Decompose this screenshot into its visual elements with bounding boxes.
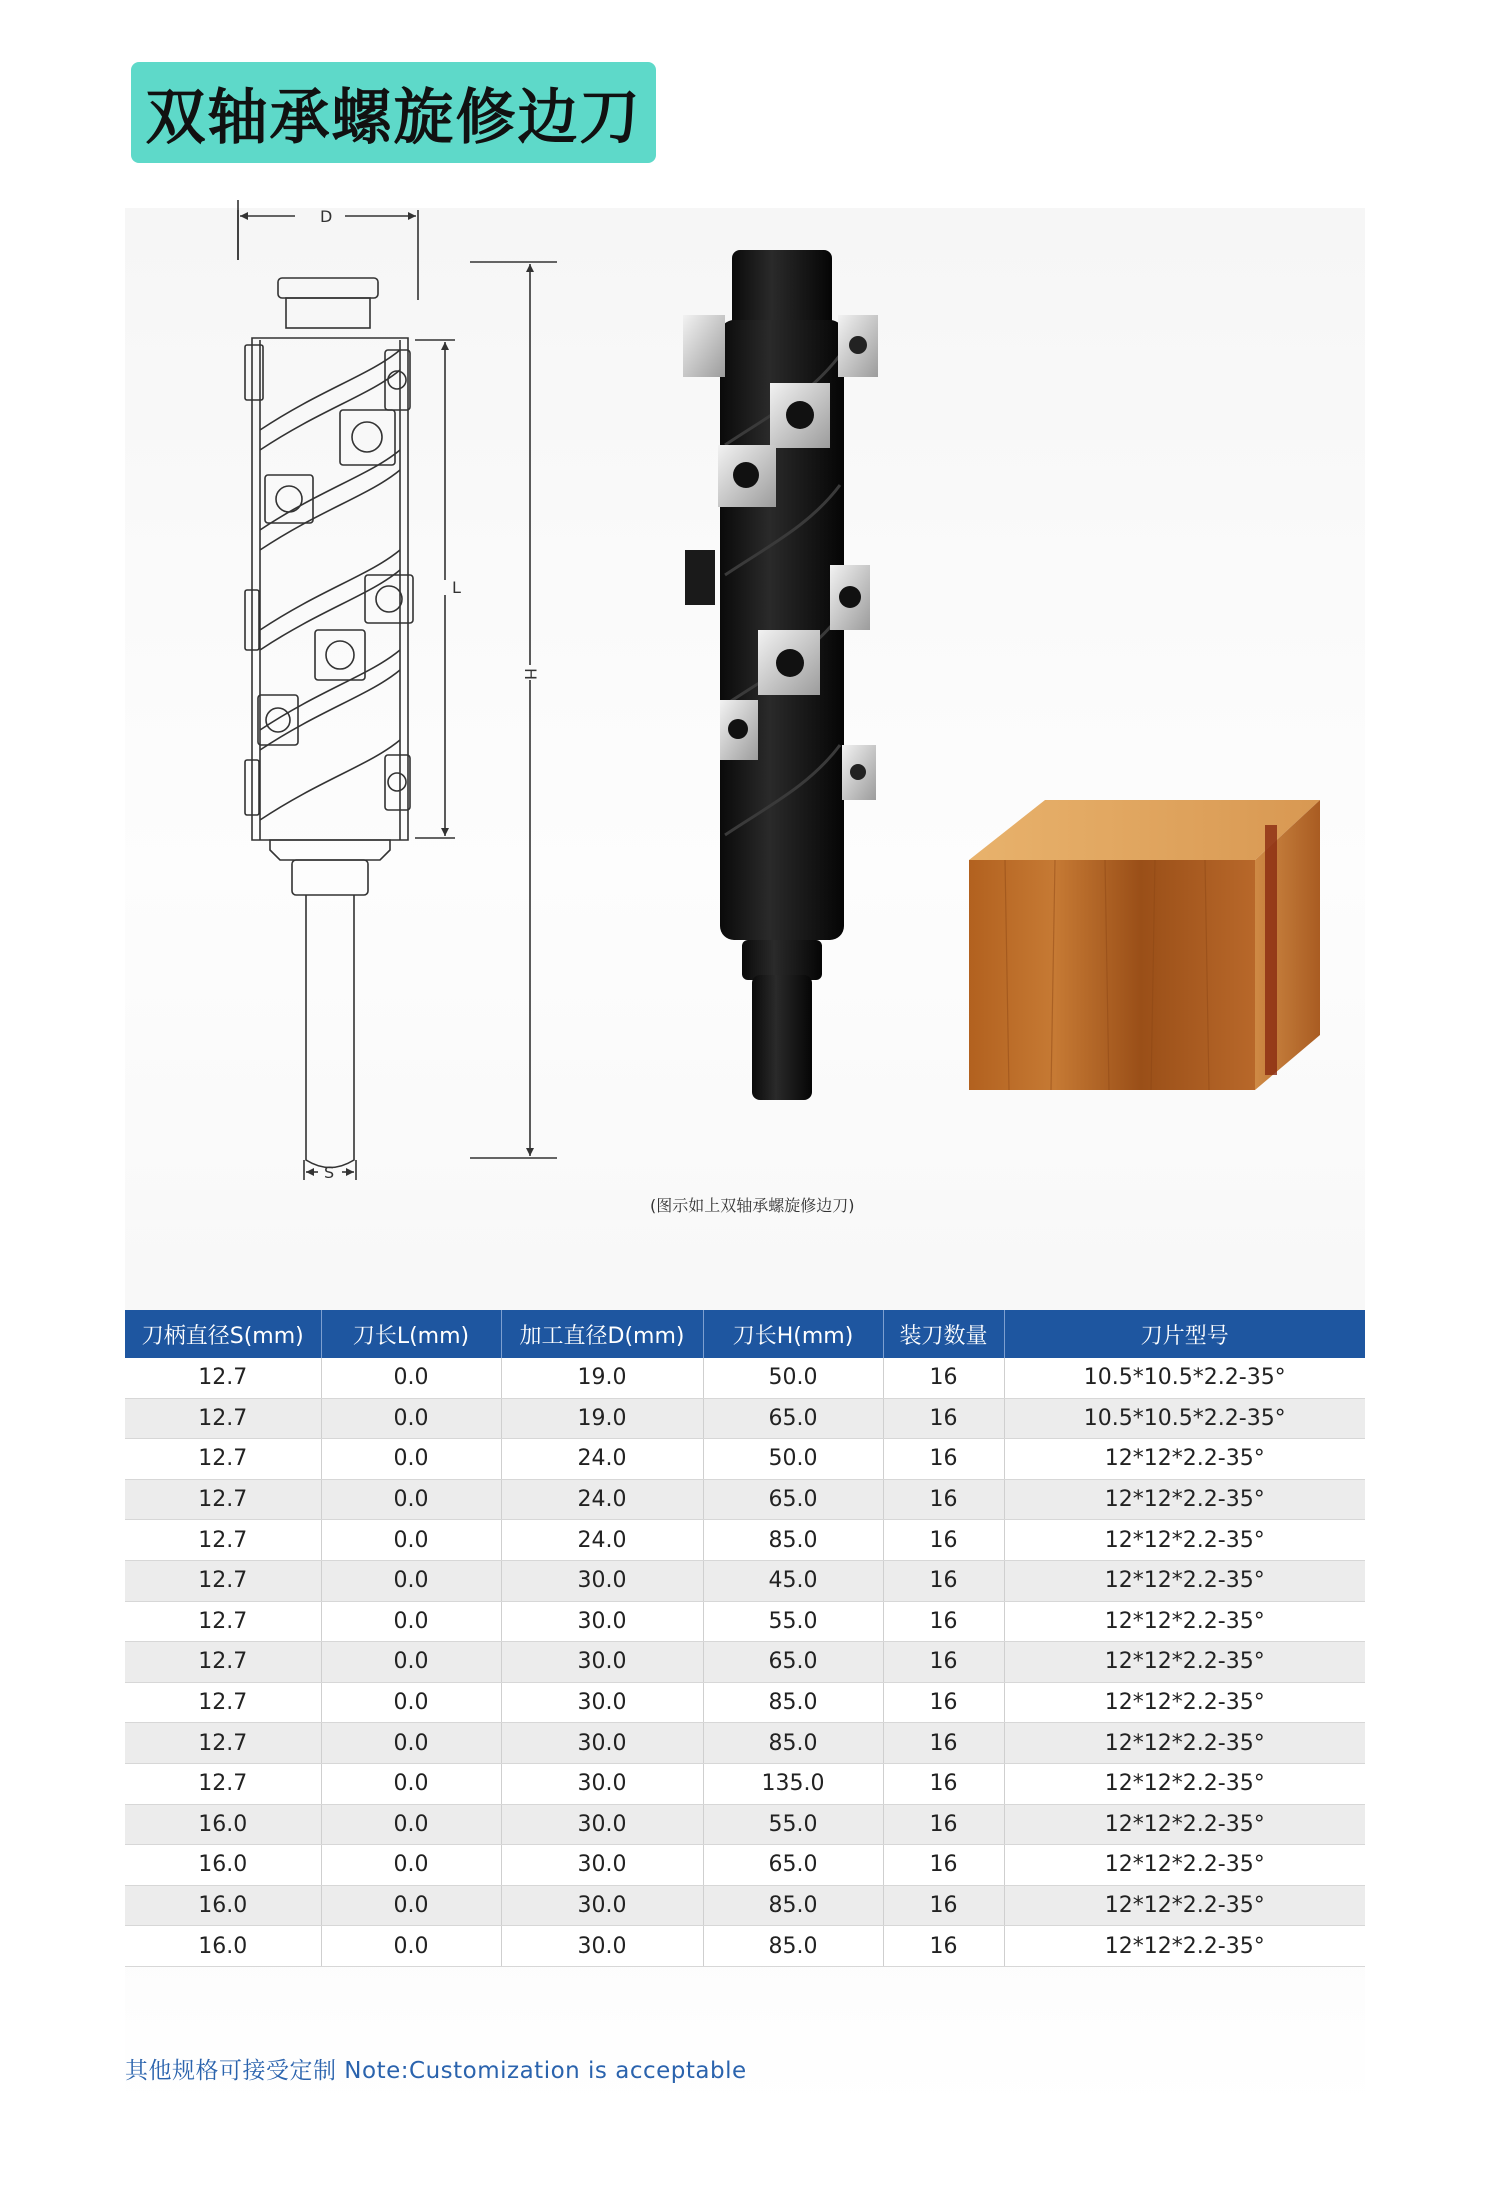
table-cell: 0.0 — [321, 1763, 501, 1804]
table-cell: 16 — [883, 1439, 1004, 1480]
table-cell: 16.0 — [125, 1804, 321, 1845]
dim-label-s: S — [324, 1163, 335, 1180]
table-cell: 0.0 — [321, 1885, 501, 1926]
table-cell: 85.0 — [703, 1723, 883, 1764]
table-cell: 0.0 — [321, 1642, 501, 1683]
column-header: 刀长L(mm) — [321, 1310, 501, 1358]
image-caption: (图示如上双轴承螺旋修边刀) — [650, 1196, 855, 1215]
table-cell: 55.0 — [703, 1804, 883, 1845]
table-cell: 10.5*10.5*2.2-35° — [1004, 1358, 1365, 1398]
customization-note: 其他规格可接受定制 Note:Customization is acceptable — [125, 2058, 747, 2084]
router-bit-photo — [680, 245, 880, 1105]
table-cell: 30.0 — [501, 1885, 703, 1926]
table-cell: 65.0 — [703, 1398, 883, 1439]
table-cell: 0.0 — [321, 1398, 501, 1439]
table-cell: 12.7 — [125, 1723, 321, 1764]
column-header: 刀片型号 — [1004, 1310, 1365, 1358]
table-cell: 16 — [883, 1682, 1004, 1723]
table-row — [125, 1763, 1365, 1804]
table-cell: 16 — [883, 1520, 1004, 1561]
table-row — [125, 1479, 1365, 1520]
table-cell: 135.0 — [703, 1763, 883, 1804]
table-cell: 85.0 — [703, 1520, 883, 1561]
table-row — [125, 1358, 1365, 1398]
table-cell: 65.0 — [703, 1479, 883, 1520]
table-cell: 0.0 — [321, 1723, 501, 1764]
table-cell: 0.0 — [321, 1560, 501, 1601]
table-cell: 50.0 — [703, 1439, 883, 1480]
table-cell: 12*12*2.2-35° — [1004, 1885, 1365, 1926]
table-row — [125, 1804, 1365, 1845]
table-cell: 19.0 — [501, 1398, 703, 1439]
table-row — [125, 1601, 1365, 1642]
table-cell: 12*12*2.2-35° — [1004, 1763, 1365, 1804]
table-row — [125, 1398, 1365, 1439]
table-cell: 12.7 — [125, 1560, 321, 1601]
table-cell: 12.7 — [125, 1479, 321, 1520]
table-cell: 55.0 — [703, 1601, 883, 1642]
table-cell: 12*12*2.2-35° — [1004, 1601, 1365, 1642]
table-cell: 45.0 — [703, 1560, 883, 1601]
dim-label-l: L — [452, 578, 461, 597]
table-cell: 0.0 — [321, 1520, 501, 1561]
dim-label-d: D — [320, 207, 333, 226]
table-cell: 12*12*2.2-35° — [1004, 1845, 1365, 1886]
table-row — [125, 1885, 1365, 1926]
table-cell: 30.0 — [501, 1601, 703, 1642]
table-cell: 16.0 — [125, 1926, 321, 1967]
table-cell: 16 — [883, 1642, 1004, 1683]
table-row — [125, 1560, 1365, 1601]
table-cell: 65.0 — [703, 1642, 883, 1683]
table-cell: 12*12*2.2-35° — [1004, 1642, 1365, 1683]
table-row — [125, 1845, 1365, 1886]
table-cell: 12*12*2.2-35° — [1004, 1926, 1365, 1967]
table-cell: 12*12*2.2-35° — [1004, 1804, 1365, 1845]
page-title: 双轴承螺旋修边刀 — [145, 82, 642, 153]
table-cell: 50.0 — [703, 1358, 883, 1398]
column-header: 刀柄直径S(mm) — [125, 1310, 321, 1358]
table-cell: 12*12*2.2-35° — [1004, 1520, 1365, 1561]
table-row — [125, 1439, 1365, 1480]
table-cell: 16 — [883, 1358, 1004, 1398]
table-row — [125, 1520, 1365, 1561]
table-cell: 16.0 — [125, 1845, 321, 1886]
table-cell: 12.7 — [125, 1439, 321, 1480]
spec-table — [125, 1310, 1365, 1967]
table-cell: 16 — [883, 1763, 1004, 1804]
table-cell: 16 — [883, 1804, 1004, 1845]
table-cell: 0.0 — [321, 1804, 501, 1845]
dim-label-h: H — [521, 668, 540, 681]
table-cell: 24.0 — [501, 1520, 703, 1561]
table-cell: 16 — [883, 1845, 1004, 1886]
table-cell: 12.7 — [125, 1520, 321, 1561]
table-row — [125, 1926, 1365, 1967]
table-cell: 24.0 — [501, 1439, 703, 1480]
table-cell: 30.0 — [501, 1804, 703, 1845]
table-cell: 30.0 — [501, 1926, 703, 1967]
table-cell: 19.0 — [501, 1358, 703, 1398]
table-cell: 24.0 — [501, 1479, 703, 1520]
wood-sample-image — [965, 795, 1325, 1095]
title-banner — [131, 62, 656, 163]
column-header: 刀长H(mm) — [703, 1310, 883, 1358]
table-cell: 12*12*2.2-35° — [1004, 1479, 1365, 1520]
table-cell: 10.5*10.5*2.2-35° — [1004, 1398, 1365, 1439]
table-cell: 12*12*2.2-35° — [1004, 1682, 1365, 1723]
table-cell: 12.7 — [125, 1763, 321, 1804]
table-cell: 16 — [883, 1926, 1004, 1967]
table-cell: 0.0 — [321, 1358, 501, 1398]
table-cell: 12.7 — [125, 1601, 321, 1642]
table-cell: 12.7 — [125, 1358, 321, 1398]
table-cell: 0.0 — [321, 1479, 501, 1520]
table-cell: 85.0 — [703, 1926, 883, 1967]
table-cell: 0.0 — [321, 1439, 501, 1480]
table-header-row — [125, 1310, 1365, 1358]
table-cell: 16 — [883, 1885, 1004, 1926]
table-cell: 16 — [883, 1398, 1004, 1439]
table-cell: 12.7 — [125, 1642, 321, 1683]
table-cell: 30.0 — [501, 1763, 703, 1804]
table-cell: 0.0 — [321, 1682, 501, 1723]
table-cell: 16 — [883, 1479, 1004, 1520]
table-cell: 85.0 — [703, 1885, 883, 1926]
column-header: 加工直径D(mm) — [501, 1310, 703, 1358]
table-cell: 30.0 — [501, 1682, 703, 1723]
table-cell: 30.0 — [501, 1560, 703, 1601]
table-row — [125, 1723, 1365, 1764]
table-cell: 12*12*2.2-35° — [1004, 1723, 1365, 1764]
table-cell: 12*12*2.2-35° — [1004, 1439, 1365, 1480]
table-cell: 16 — [883, 1723, 1004, 1764]
table-cell: 65.0 — [703, 1845, 883, 1886]
table-cell: 30.0 — [501, 1845, 703, 1886]
table-cell: 30.0 — [501, 1642, 703, 1683]
technical-drawing — [200, 200, 580, 1180]
table-cell: 12.7 — [125, 1682, 321, 1723]
table-cell: 85.0 — [703, 1682, 883, 1723]
table-cell: 12*12*2.2-35° — [1004, 1560, 1365, 1601]
table-cell: 30.0 — [501, 1723, 703, 1764]
table-cell: 12.7 — [125, 1398, 321, 1439]
table-cell: 16 — [883, 1601, 1004, 1642]
table-row — [125, 1642, 1365, 1683]
column-header: 装刀数量 — [883, 1310, 1004, 1358]
table-cell: 0.0 — [321, 1845, 501, 1886]
table-cell: 0.0 — [321, 1601, 501, 1642]
table-row — [125, 1682, 1365, 1723]
table-cell: 16.0 — [125, 1885, 321, 1926]
table-cell: 16 — [883, 1560, 1004, 1601]
table-cell: 0.0 — [321, 1926, 501, 1967]
table-body — [125, 1358, 1365, 1966]
